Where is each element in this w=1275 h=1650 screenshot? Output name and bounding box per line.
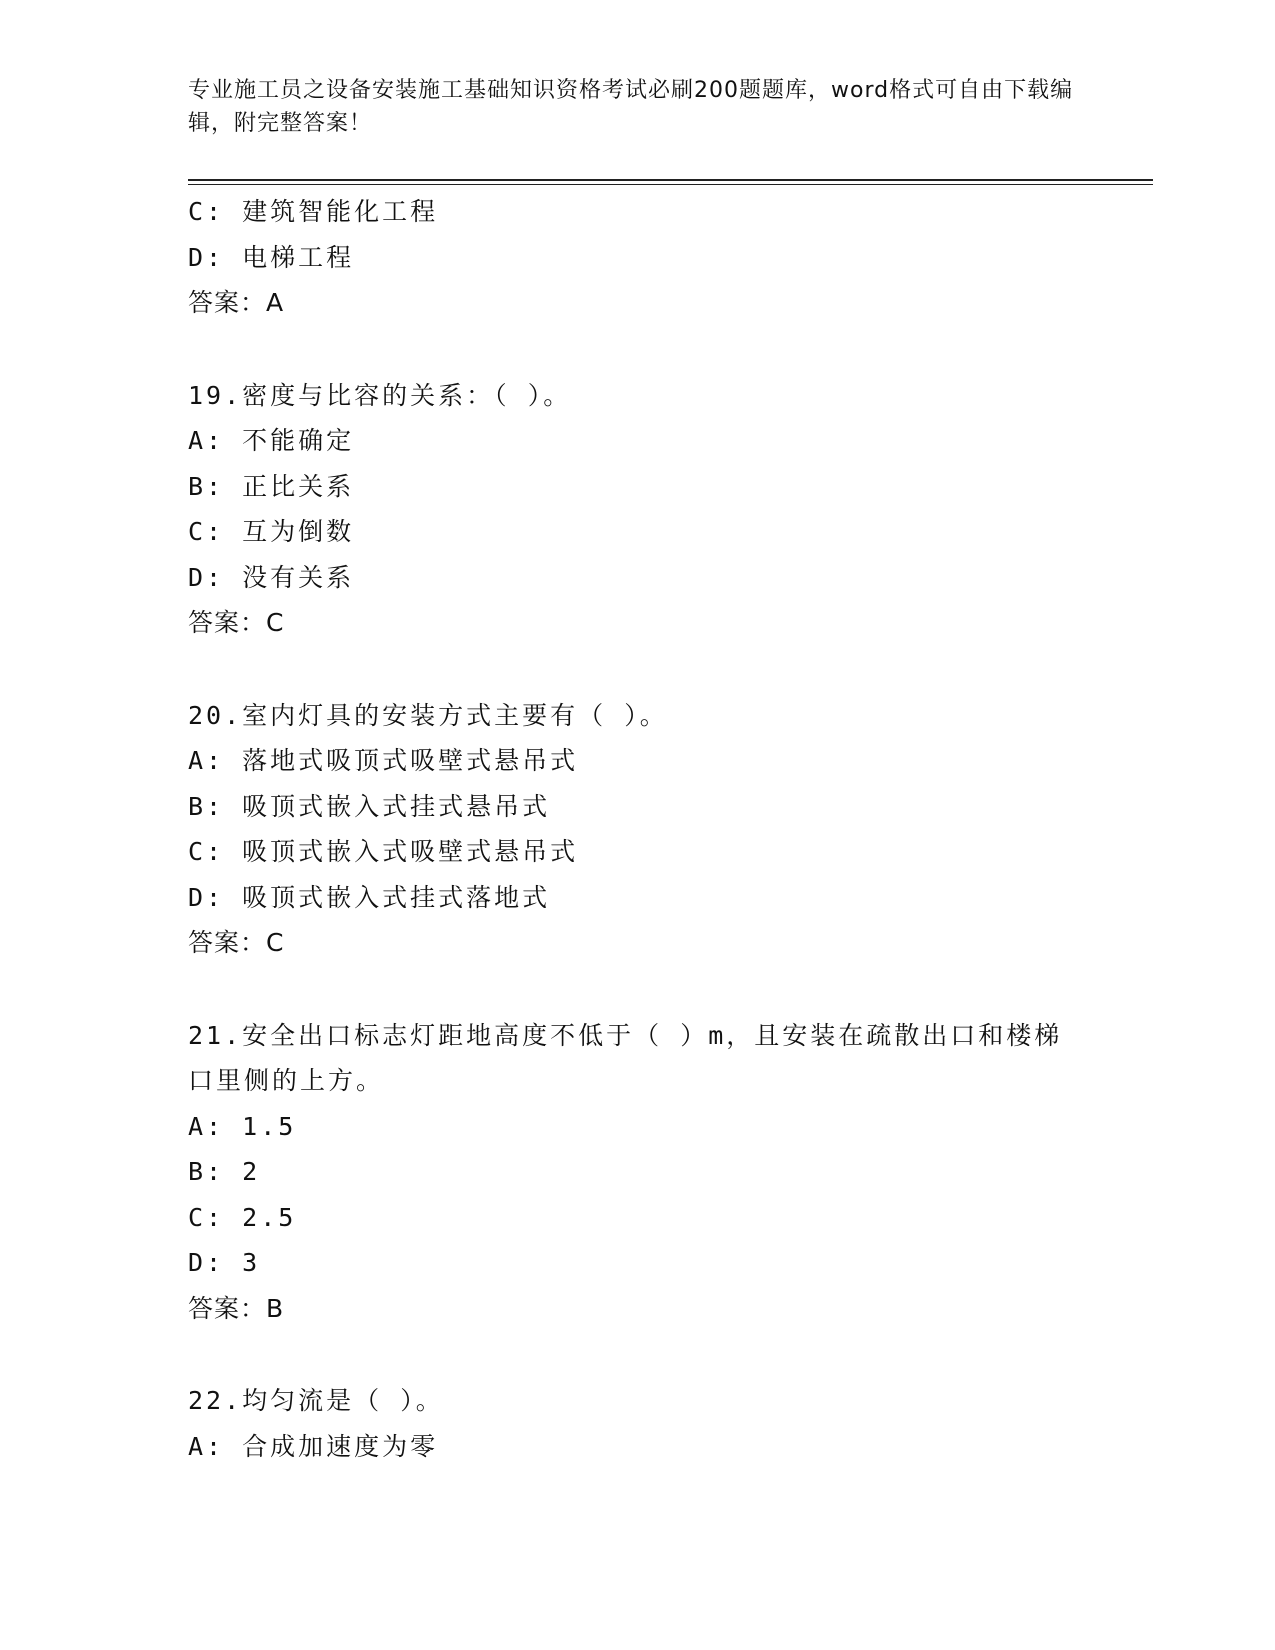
answer: 答案：C xyxy=(188,608,285,637)
option-b: B: 吸顶式嵌入式挂式悬吊式 xyxy=(188,791,551,821)
option-a: A: 1.5 xyxy=(188,1111,297,1141)
question-text: 19.密度与比容的关系：（ ）。 xyxy=(188,380,572,410)
header-divider xyxy=(188,179,1153,181)
option-a: A: 不能确定 xyxy=(188,426,355,455)
answer: 答案：B xyxy=(188,1293,285,1323)
answer: 答案：C xyxy=(188,928,285,957)
question-block-22 xyxy=(188,1378,1088,1469)
option-b: B: 2 xyxy=(188,1157,261,1186)
question-text: 22.均匀流是（ ）。 xyxy=(188,1386,444,1415)
option-b: B: 正比关系 xyxy=(188,471,355,501)
question-block-21 xyxy=(188,1013,1088,1332)
option-d: D: 3 xyxy=(188,1248,261,1277)
header-divider-thin xyxy=(188,184,1153,185)
question-block-19 xyxy=(188,373,1088,646)
question-block-18 xyxy=(188,189,1088,326)
option-a: A: 合成加速度为零 xyxy=(188,1431,439,1461)
option-c: C: 建筑智能化工程 xyxy=(188,197,439,226)
option-a: A: 落地式吸顶式吸壁式悬吊式 xyxy=(188,746,579,775)
option-d: D: 吸顶式嵌入式挂式落地式 xyxy=(188,882,551,912)
option-d: D: 没有关系 xyxy=(188,562,355,592)
document-header: 专业施工员之设备安装施工基础知识资格考试必刷200题题库，word格式可自由下载编辑，附完整答案！ xyxy=(188,78,1074,136)
answer: 答案：A xyxy=(188,288,285,317)
option-d: D: 电梯工程 xyxy=(188,242,355,272)
question-block-20 xyxy=(188,693,1088,966)
question-list xyxy=(188,189,1088,1469)
question-text: 21.安全出口标志灯距地高度不低于（ ）m，且安装在疏散出口和楼梯口里侧的上方。 xyxy=(188,1020,1063,1095)
question-text: 20.室内灯具的安装方式主要有（ ）。 xyxy=(188,700,668,730)
option-c: C: 吸顶式嵌入式吸壁式悬吊式 xyxy=(188,837,579,866)
option-c: C: 互为倒数 xyxy=(188,517,355,546)
option-c: C: 2.5 xyxy=(188,1202,297,1232)
